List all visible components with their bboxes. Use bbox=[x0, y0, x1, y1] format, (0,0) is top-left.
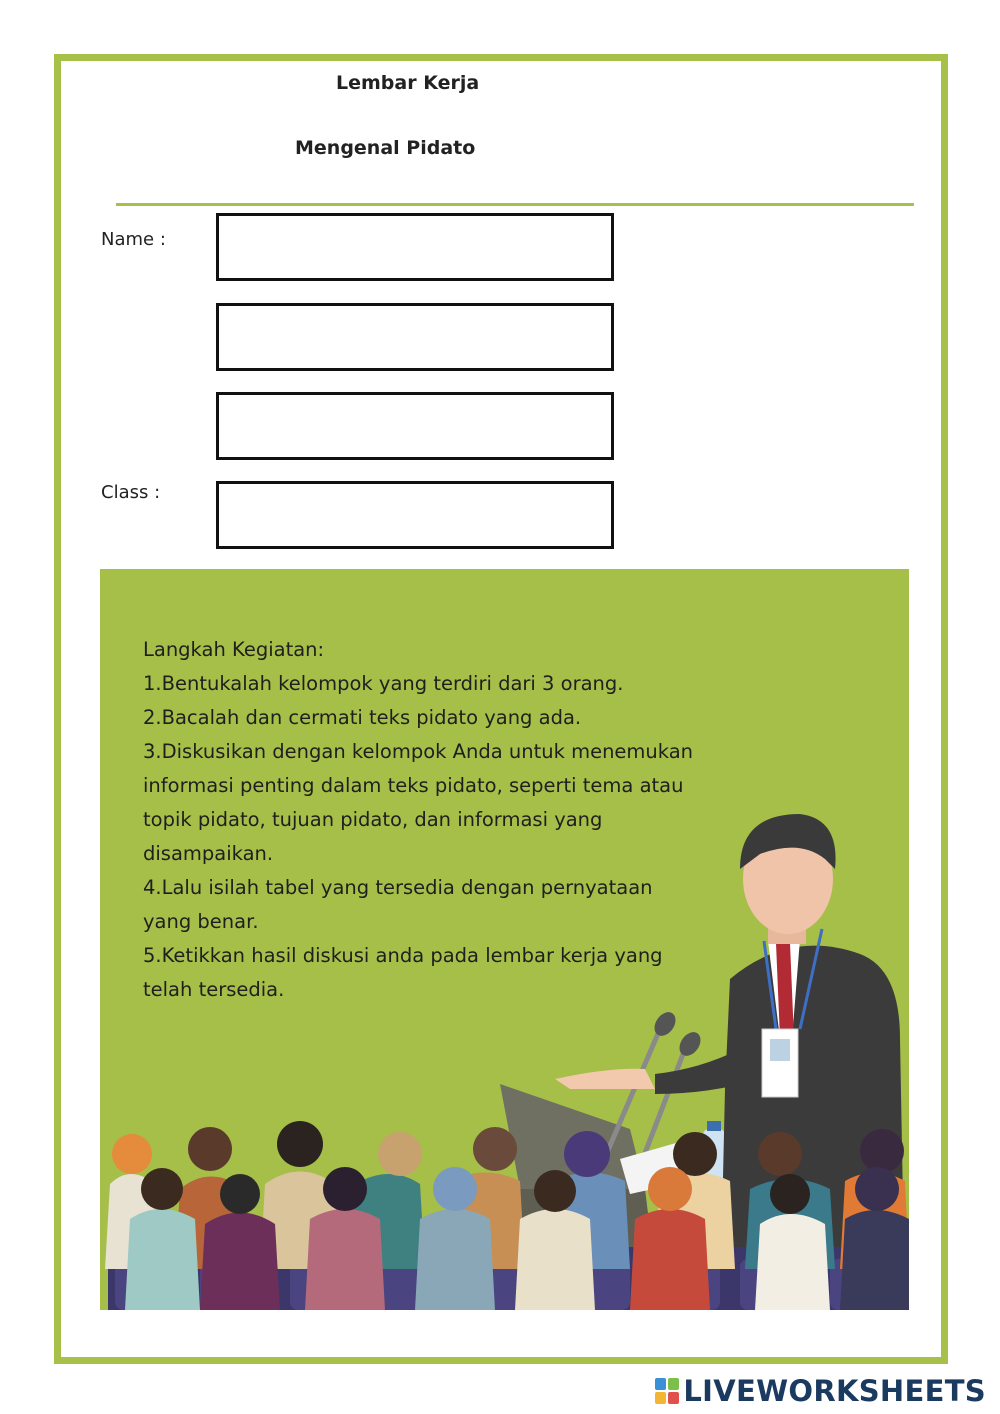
step-line: topik pidato, tujuan pidato, dan informasi yang bbox=[143, 808, 603, 831]
worksheet-title: Lembar Kerja bbox=[336, 72, 480, 94]
step-line: 1.Bentukalah kelompok yang terdiri dari 3 orang. bbox=[143, 672, 624, 695]
liveworksheets-logo[interactable] bbox=[655, 1374, 986, 1408]
worksheet-subtitle: Mengenal Pidato bbox=[295, 137, 476, 159]
header-divider bbox=[116, 203, 914, 206]
logo-text: LIVEWORKSHEETS bbox=[683, 1374, 986, 1408]
step-line: 2.Bacalah dan cermati teks pidato yang ada. bbox=[143, 706, 582, 729]
step-line: telah tersedia. bbox=[143, 978, 285, 1001]
name-label: Name : bbox=[101, 229, 166, 250]
liveworksheets-logo-icon bbox=[655, 1378, 679, 1404]
step-line: informasi penting dalam teks pidato, seperti tema atau bbox=[143, 774, 684, 797]
class-label: Class : bbox=[101, 482, 161, 503]
step-line: 4.Lalu isilah tabel yang tersedia dengan pernyataan bbox=[143, 876, 653, 899]
class-field[interactable] bbox=[216, 481, 614, 549]
name-field-2[interactable] bbox=[216, 303, 614, 371]
step-line: 3.Diskusikan dengan kelompok Anda untuk menemukan bbox=[143, 740, 694, 763]
step-line: disampaikan. bbox=[143, 842, 274, 865]
step-line: 5.Ketikkan hasil diskusi anda pada lembar kerja yang bbox=[143, 944, 663, 967]
steps-heading: Langkah Kegiatan: bbox=[143, 638, 325, 661]
name-field-3[interactable] bbox=[216, 392, 614, 460]
name-field-1[interactable] bbox=[216, 213, 614, 281]
instructions-panel bbox=[100, 569, 909, 1310]
step-line: yang benar. bbox=[143, 910, 259, 933]
instruction-steps bbox=[143, 633, 743, 1007]
